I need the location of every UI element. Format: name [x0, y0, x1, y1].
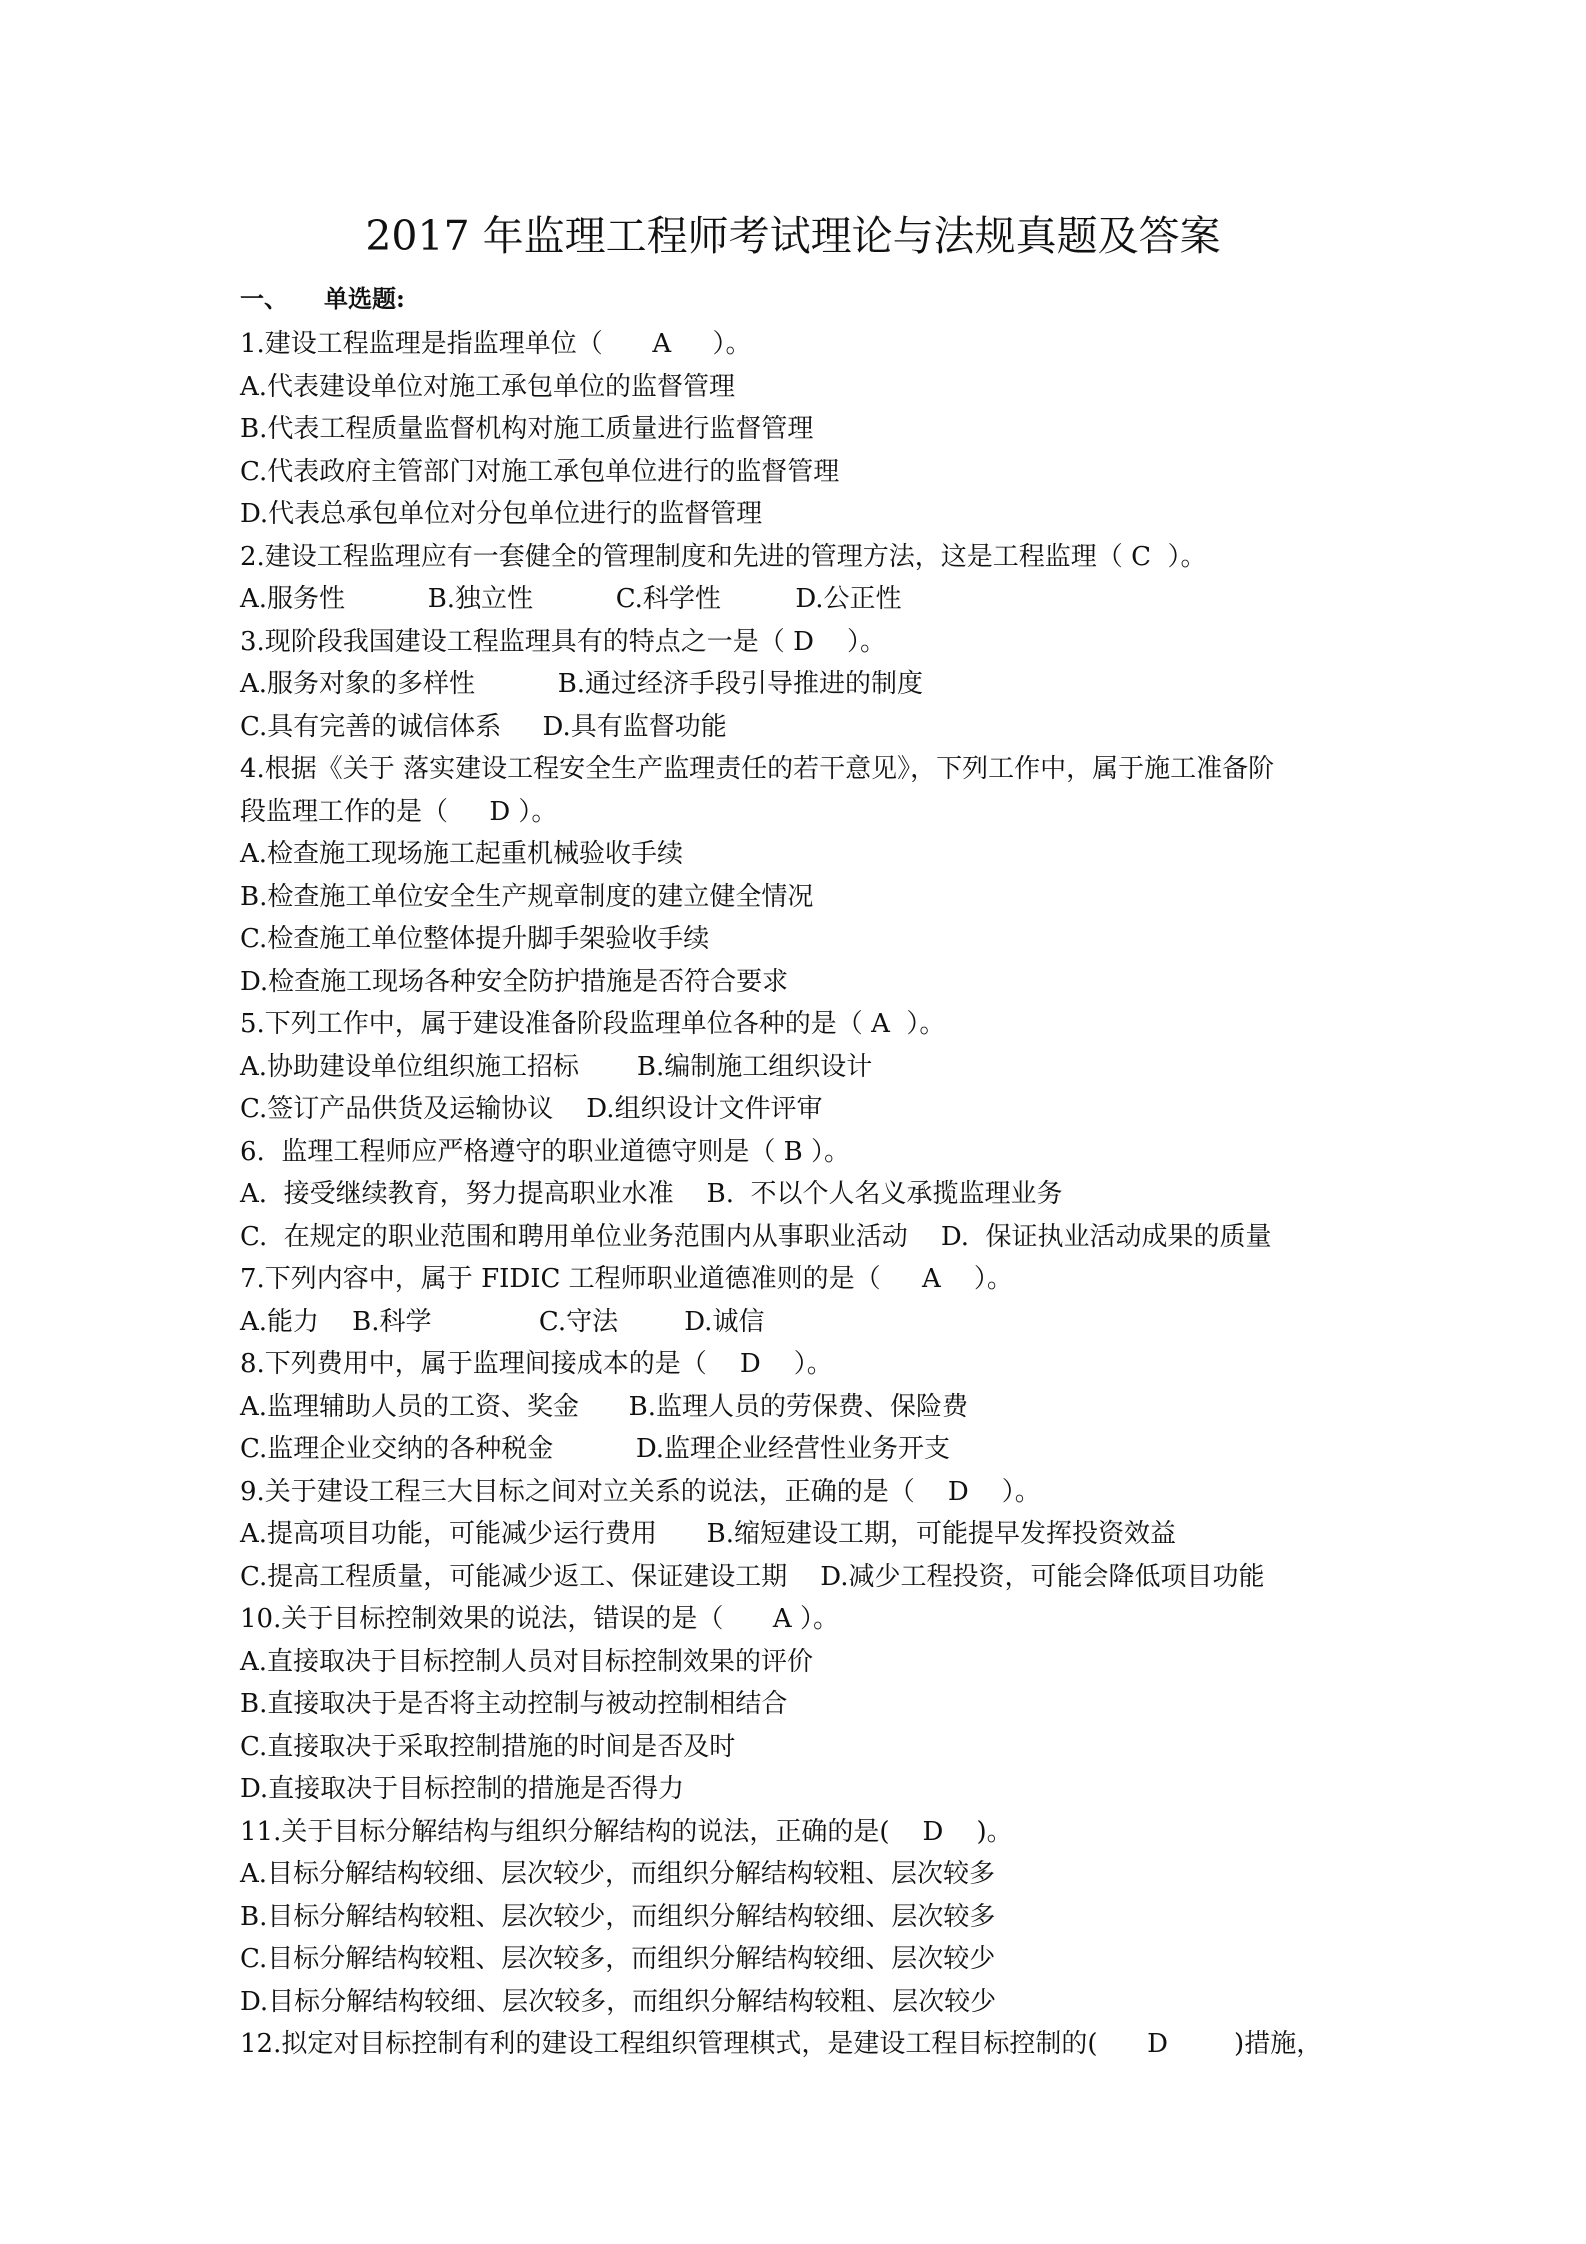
text-line: A.直接取决于目标控制人员对目标控制效果的评价: [240, 1646, 814, 1677]
text-line: A.能力 B.科学 C.守法 D.诚信: [240, 1306, 765, 1337]
text-line: 段监理工作的是（ D ）。: [240, 796, 558, 827]
text-line: C.监理企业交纳的各种税金 D.监理企业经营性业务开支: [240, 1434, 951, 1464]
text-line: 3.现阶段我国建设工程监理具有的特点之一是（ D ）。: [240, 626, 886, 657]
text-line: 9.关于建设工程三大目标之间对立关系的说法，正确的是（ D ）。: [240, 1476, 1041, 1507]
text-line: D.目标分解结构较细、层次较多，而组织分解结构较粗、层次较少: [240, 1986, 997, 2017]
text-line: C. 在规定的职业范围和聘用单位业务范围内从事职业活动 D. 保证执业活动成果的质量: [240, 1221, 1272, 1252]
text-line: C.具有完善的诚信体系 D.具有监督功能: [240, 711, 727, 742]
text-line: A.服务对象的多样性 B.通过经济手段引导推进的制度: [240, 669, 924, 699]
text-line: D.直接取决于目标控制的措施是否得力: [240, 1774, 685, 1804]
text-line: 8.下列费用中，属于监理间接成本的是（ D ）。: [240, 1349, 833, 1379]
text-line: 10.关于目标控制效果的说法，错误的是（ A ）。: [240, 1604, 839, 1634]
text-line: C.签订产品供货及运输协议 D.组织设计文件评审: [240, 1094, 823, 1124]
text-line: 5.下列工作中，属于建设准备阶段监理单位各种的是（ A ）。: [240, 1009, 946, 1039]
text-line: C.目标分解结构较粗、层次较多，而组织分解结构较细、层次较少: [240, 1944, 996, 1974]
text-line: A.代表建设单位对施工承包单位的监督管理: [240, 371, 736, 402]
text-line: D.检查施工现场各种安全防护措施是否符合要求: [240, 966, 789, 997]
text-line: B.直接取决于是否将主动控制与被动控制相结合: [240, 1689, 788, 1719]
text-line: A.协助建设单位组织施工招标 B.编制施工组织设计: [240, 1051, 873, 1082]
section-heading: [240, 282, 405, 316]
text-line: A. 接受继续教育，努力提高职业水准 B. 不以个人名义承揽监理业务: [240, 1179, 1063, 1209]
text-line: 6. 监理工程师应严格遵守的职业道德守则是（ B ）。: [240, 1136, 850, 1167]
text-line: D.代表总承包单位对分包单位进行的监督管理: [240, 499, 763, 529]
text-line: A.提高项目功能，可能减少运行费用 B.缩短建设工期，可能提早发挥投资效益: [240, 1519, 1177, 1549]
text-line: C.代表政府主管部门对施工承包单位进行的监督管理: [240, 456, 840, 487]
text-line: C.检查施工单位整体提升脚手架验收手续: [240, 924, 710, 954]
text-line: C.直接取决于采取控制措施的时间是否及时: [240, 1731, 736, 1762]
text-line: B.检查施工单位安全生产规章制度的建立健全情况: [240, 881, 814, 912]
text-line: A.监理辅助人员的工资、奖金 B.监理人员的劳保费、保险费: [240, 1391, 969, 1422]
section-number: 一、: [240, 284, 288, 313]
text-line: A.检查施工现场施工起重机械验收手续: [240, 839, 684, 869]
text-line: 11.关于目标分解结构与组织分解结构的说法，正确的是( D )。: [240, 1816, 1013, 1847]
text-line: B.目标分解结构较粗、层次较少，而组织分解结构较细、层次较多: [240, 1901, 996, 1932]
section-label: 单选题:: [324, 284, 405, 313]
text-line: B.代表工程质量监督机构对施工质量进行监督管理: [240, 414, 814, 444]
text-line: A.目标分解结构较细、层次较少，而组织分解结构较粗、层次较多: [240, 1859, 996, 1889]
text-line: 4.根据《关于 落实建设工程安全生产监理责任的若干意见》，下列工作中，属于施工准备阶: [240, 754, 1275, 784]
text-line: 7.下列内容中，属于 FIDIC 工程师职业道德准则的是（ A ）。: [240, 1264, 1013, 1294]
text-line: 12.拟定对目标控制有利的建设工程组织管理棋式，是建设工程目标控制的( D )措施，: [240, 2029, 1323, 2059]
text-line: 2.建设工程监理应有一套健全的管理制度和先进的管理方法，这是工程监理（ C ）。: [240, 541, 1207, 572]
page-title: 2017 年监理工程师考试理论与法规真题及答案: [365, 212, 1221, 260]
text-line: C.提高工程质量，可能减少返工、保证建设工期 D.减少工程投资，可能会降低项目功能: [240, 1561, 1265, 1592]
text-line: A.服务性 B.独立性 C.科学性 D.公正性: [240, 584, 902, 614]
text-line: 1.建设工程监理是指监理单位（ A ）。: [240, 329, 752, 359]
question-list: [240, 323, 1360, 2066]
